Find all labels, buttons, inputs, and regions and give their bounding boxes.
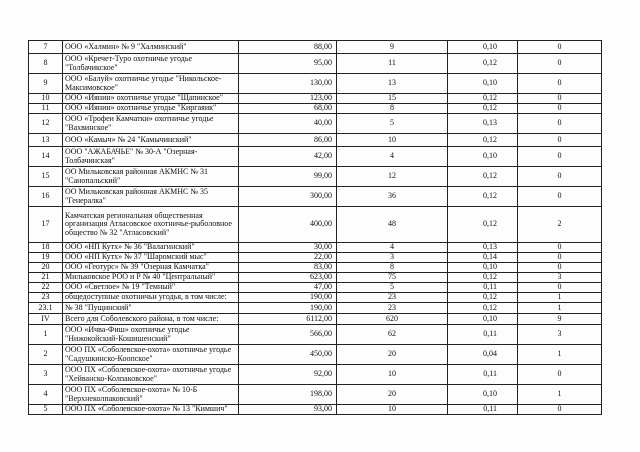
ratio-value: 0,12	[448, 54, 518, 74]
row-number: 8	[29, 54, 63, 74]
row-number: 10	[29, 94, 63, 104]
row-number: 23.1	[29, 303, 63, 314]
ratio-value: 0,11	[448, 405, 518, 415]
area-value: 130,00	[239, 74, 337, 94]
count-value: 8	[337, 263, 448, 273]
area-value: 95,00	[239, 54, 337, 74]
hunting-ground-name: ООО ПХ «Соболевское-охота» № 13 "Кимшич"	[63, 405, 239, 415]
area-value: 88,00	[239, 41, 337, 54]
table-row	[29, 207, 602, 243]
area-value: 99,00	[239, 167, 337, 187]
table-row	[29, 104, 602, 114]
hunting-ground-name: ООО «НП Кутх» № 37 "Шаромский мыс"	[63, 253, 239, 263]
quota-value: 1	[518, 303, 602, 314]
table-row	[29, 41, 602, 54]
hunting-ground-name: ООО «Камыч» № 24 "Камычинский"	[63, 134, 239, 147]
area-value: 30,00	[239, 243, 337, 253]
ratio-value: 0,04	[448, 345, 518, 365]
ratio-value: 0,14	[448, 253, 518, 263]
ratio-value: 0,10	[448, 41, 518, 54]
count-value: 620	[337, 314, 448, 325]
hunting-ground-name: ООО «Кречет-Туро охотничье угодье "Толбачикское"	[63, 54, 239, 74]
quota-value: 3	[518, 273, 602, 283]
area-value: 42,00	[239, 147, 337, 167]
hunting-ground-name: Мильковское РОО и Р № 40 "Центральный"	[63, 273, 239, 283]
hunting-ground-name: ООО ПХ «Соболевское-охота» охотничье угодье "Садушкинско-Коопское"	[63, 345, 239, 365]
hunting-ground-name: ООО ПХ «Соболевское-охота» № 10-Б "Верхнеколпаковский"	[63, 385, 239, 405]
ratio-value: 0,12	[448, 207, 518, 243]
ratio-value: 0,13	[448, 114, 518, 134]
hunting-ground-name: ООО «Трофеи Камчатки» охотничье угодье "Вахвинское"	[63, 114, 239, 134]
area-value: 68,00	[239, 104, 337, 114]
ratio-value: 0,11	[448, 283, 518, 293]
quota-value: 9	[518, 314, 602, 325]
hunting-ground-name: ООО "АЖАБАЧЬЕ" № 30-А "Озерная- Толбачинская"	[63, 147, 239, 167]
ratio-value: 0,12	[448, 303, 518, 314]
area-value: 190,00	[239, 293, 337, 303]
quota-value: 0	[518, 365, 602, 385]
row-number: 17	[29, 207, 63, 243]
ratio-value: 0,12	[448, 293, 518, 303]
quota-value: 0	[518, 283, 602, 293]
table-row	[29, 314, 602, 325]
hunting-ground-name: ООО «Иянин» охотничье угодье "Щапинское"	[63, 94, 239, 104]
table-row	[29, 325, 602, 345]
area-value: 86,00	[239, 134, 337, 147]
area-value: 400,00	[239, 207, 337, 243]
hunting-ground-name: Камчатская региональная общественная организация Атласовское охотничье-рыболовное общество № 32 "Атласовский"	[63, 207, 239, 243]
row-number: 9	[29, 74, 63, 94]
area-value: 198,00	[239, 385, 337, 405]
count-value: 36	[337, 187, 448, 207]
row-number: IV	[29, 314, 63, 325]
table-row	[29, 345, 602, 365]
row-number: 2	[29, 345, 63, 365]
row-number: 19	[29, 253, 63, 263]
ratio-value: 0,11	[448, 365, 518, 385]
area-value: 92,00	[239, 365, 337, 385]
hunting-ground-name: ОО Мильковская районная АКМНС № 35 "Генералка"	[63, 187, 239, 207]
row-number: 7	[29, 41, 63, 54]
count-value: 75	[337, 273, 448, 283]
ratio-value: 0,10	[448, 147, 518, 167]
count-value: 23	[337, 293, 448, 303]
quota-value: 0	[518, 41, 602, 54]
row-number: 3	[29, 365, 63, 385]
hunting-ground-name: Всего для Соболевского района, в том числе:	[63, 314, 239, 325]
ratio-value: 0,10	[448, 385, 518, 405]
count-value: 5	[337, 114, 448, 134]
quota-value: 1	[518, 345, 602, 365]
ratio-value: 0,13	[448, 243, 518, 253]
table-row	[29, 263, 602, 273]
quota-value: 0	[518, 263, 602, 273]
table-row	[29, 134, 602, 147]
row-number: 16	[29, 187, 63, 207]
row-number: 15	[29, 167, 63, 187]
count-value: 20	[337, 345, 448, 365]
hunting-ground-name: ООО «Балуй» охотничье угодье "Никольское-Максимовское"	[63, 74, 239, 94]
count-value: 23	[337, 303, 448, 314]
row-number: 11	[29, 104, 63, 114]
row-number: 1	[29, 325, 63, 345]
quota-value: 0	[518, 243, 602, 253]
hunting-ground-name: ООО «Геотурс» № 39 "Озерная Камчатка"	[63, 263, 239, 273]
ratio-value: 0,10	[448, 263, 518, 273]
row-number: 18	[29, 243, 63, 253]
table-row	[29, 74, 602, 94]
ratio-value: 0,10	[448, 74, 518, 94]
count-value: 3	[337, 253, 448, 263]
table-row	[29, 273, 602, 283]
area-value: 6112,00	[239, 314, 337, 325]
count-value: 15	[337, 94, 448, 104]
area-value: 123,00	[239, 94, 337, 104]
table-row	[29, 253, 602, 263]
quota-value: 2	[518, 207, 602, 243]
area-value: 22,00	[239, 253, 337, 263]
table-row	[29, 385, 602, 405]
count-value: 62	[337, 325, 448, 345]
quota-value: 1	[518, 293, 602, 303]
row-number: 21	[29, 273, 63, 283]
table-row	[29, 147, 602, 167]
ratio-value: 0,12	[448, 273, 518, 283]
row-number: 4	[29, 385, 63, 405]
quota-value: 0	[518, 114, 602, 134]
area-value: 623,00	[239, 273, 337, 283]
count-value: 9	[337, 41, 448, 54]
area-value: 190,00	[239, 303, 337, 314]
area-value: 450,00	[239, 345, 337, 365]
ratio-value: 0,12	[448, 167, 518, 187]
area-value: 300,00	[239, 187, 337, 207]
ratio-value: 0,12	[448, 187, 518, 207]
quota-value: 3	[518, 325, 602, 345]
hunting-ground-name: ОО Мильковская районная АКМНС № 31 "Санопальский"	[63, 167, 239, 187]
table-row	[29, 114, 602, 134]
area-value: 40,00	[239, 114, 337, 134]
table-row	[29, 94, 602, 104]
quota-value: 0	[518, 104, 602, 114]
area-value: 83,00	[239, 263, 337, 273]
hunting-ground-name: ООО «Ичва-Фиш» охотничье угодье "Нижокойский-Кошишенский"	[63, 325, 239, 345]
quota-value: 0	[518, 405, 602, 415]
row-number: 5	[29, 405, 63, 415]
row-number: 22	[29, 283, 63, 293]
count-value: 12	[337, 167, 448, 187]
row-number: 13	[29, 134, 63, 147]
quota-value: 0	[518, 54, 602, 74]
ratio-value: 0,11	[448, 325, 518, 345]
quota-value: 0	[518, 74, 602, 94]
hunting-ground-name: ООО «Иянин» охотничье угодье "Киргаяик"	[63, 104, 239, 114]
quota-value: 0	[518, 167, 602, 187]
quota-value: 0	[518, 94, 602, 104]
count-value: 10	[337, 134, 448, 147]
table-row	[29, 405, 602, 415]
area-value: 47,00	[239, 283, 337, 293]
ratio-value: 0,12	[448, 94, 518, 104]
ratio-value: 0,12	[448, 134, 518, 147]
row-number: 20	[29, 263, 63, 273]
hunting-ground-name: ООО ПХ «Соболевское-охота» охотничье угодье "Хейванско-Колпаковское"	[63, 365, 239, 385]
table-row	[29, 365, 602, 385]
hunting-grounds-table	[28, 40, 602, 415]
count-value: 10	[337, 365, 448, 385]
quota-value: 0	[518, 134, 602, 147]
count-value: 4	[337, 243, 448, 253]
count-value: 11	[337, 54, 448, 74]
quota-value: 0	[518, 253, 602, 263]
ratio-value: 0,12	[448, 104, 518, 114]
area-value: 93,00	[239, 405, 337, 415]
hunting-ground-name: № 38 "Пущинский"	[63, 303, 239, 314]
table-body	[29, 41, 602, 415]
count-value: 5	[337, 283, 448, 293]
table-row	[29, 167, 602, 187]
hunting-ground-name: общедоступные охотничьи угодья, в том числе:	[63, 293, 239, 303]
count-value: 20	[337, 385, 448, 405]
count-value: 10	[337, 405, 448, 415]
hunting-ground-name: ООО «Светлое» № 19 "Темный"	[63, 283, 239, 293]
table-row	[29, 243, 602, 253]
row-number: 23	[29, 293, 63, 303]
quota-value: 1	[518, 385, 602, 405]
table-row	[29, 303, 602, 314]
count-value: 13	[337, 74, 448, 94]
table-row	[29, 293, 602, 303]
table-row	[29, 283, 602, 293]
quota-value: 0	[518, 187, 602, 207]
hunting-ground-name: ООО «НП Кутх» № 36 "Валагинский"	[63, 243, 239, 253]
quota-value: 0	[518, 147, 602, 167]
table-row	[29, 187, 602, 207]
count-value: 4	[337, 147, 448, 167]
row-number: 14	[29, 147, 63, 167]
ratio-value: 0,10	[448, 314, 518, 325]
row-number: 12	[29, 114, 63, 134]
area-value: 566,00	[239, 325, 337, 345]
table-row	[29, 54, 602, 74]
count-value: 8	[337, 104, 448, 114]
count-value: 48	[337, 207, 448, 243]
hunting-ground-name: ООО «Халмин» № 9 "Халминский"	[63, 41, 239, 54]
